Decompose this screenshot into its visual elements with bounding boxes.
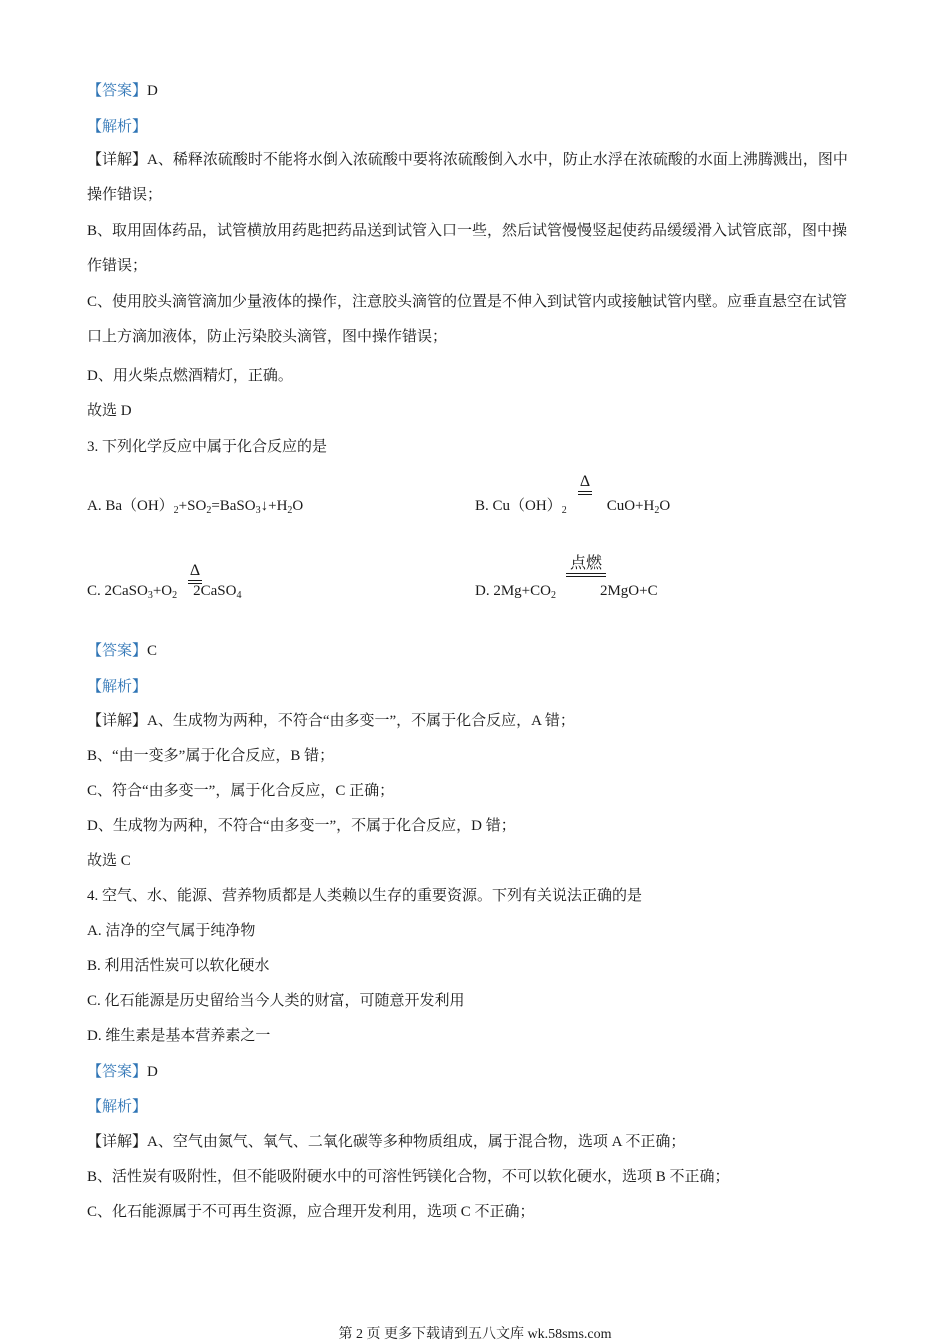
q2-analysis-tag: 【解析】 [87,119,148,135]
q4-detail-a: 【详解】A、空气由氮气、氧气、二氧化碳等多种物质组成，属于混合物，选项 A 不正确； [87,1134,686,1150]
q3-option-c: C. $2CaSO_3+O_2$ 2CaSO$_4$ [87,583,242,601]
q2-detail-d: D、用火柴点燃酒精灯，正确。 [87,368,293,384]
q4-option-b: B. 利用活性炭可以软化硬水 [87,958,270,974]
q2-detail-b: B、取用固体药品，试管横放用药匙把药品送到试管入口一些，然后试管慢慢竖起使药品缓缓滑入试管底部，图中操作错误； [87,223,848,274]
q3-c-condition: Δ [188,562,202,584]
q4-option-d: D. 维生素是基本营养素之一 [87,1028,271,1044]
q3-analysis-tag: 【解析】 [87,679,148,695]
page-footer: 第 2 页 更多下载请到五八文库 wk.58sms.com [338,1327,612,1342]
q2-conclusion: 故选 D [87,403,132,419]
q4-option-a: A. 洁净的空气属于纯净物 [87,923,256,939]
q3-option-a: A. $Ba(OH)_2+SO_2=BaSO_3↓+H_2O$ [87,498,304,516]
q2-answer: 【答案】D [87,83,158,99]
q3-option-b: B. $Cu(OH)_2$ $CuO+H_2O$ [475,498,671,516]
q4-detail-c: C、化石能源属于不可再生资源，应合理开发利用，选项 C 不正确； [87,1204,535,1220]
q3-option-d: D. $2Mg+CO_2$ 2MgO+C [475,583,658,601]
q4-option-c: C. 化石能源是历史留给当今人类的财富，可随意开发利用 [87,993,465,1009]
q3-b-condition: Δ [578,473,592,495]
q3-detail-a: 【详解】A、生成物为两种，不符合“由多变一”，不属于化合反应，A 错； [87,713,575,729]
q3-d-condition: 点燃 [566,555,606,577]
q2-detail-c: C、使用胶头滴管滴加少量液体的操作，注意胶头滴管的位置是不伸入到试管内或接触试管内壁。应垂直悬空在试管口上方滴加液体，防止污染胶头滴管，图中操作错误； [87,294,848,345]
q2-detail-a: 【详解】A、稀释浓硫酸时不能将水倒入浓硫酸中要将浓硫酸倒入水中，防止水浮在浓硫酸的水面上沸腾溅出，图中操作错误； [87,152,848,203]
q4-analysis-tag: 【解析】 [87,1099,148,1115]
q3-detail-b: B、“由一变多”属于化合反应，B 错； [87,748,335,764]
q3-stem: 3. 下列化学反应中属于化合反应的是 [87,439,328,455]
q3-answer: 【答案】C [87,643,158,659]
q4-stem: 4. 空气、水、能源、营养物质都是人类赖以生存的重要资源。下列有关说法正确的是 [87,888,643,904]
q4-answer: 【答案】D [87,1064,158,1080]
q3-conclusion: 故选 C [87,853,131,869]
q3-detail-c: C、符合“由多变一”，属于化合反应，C 正确； [87,783,395,799]
q4-detail-b: B、活性炭有吸附性，但不能吸附硬水中的可溶性钙镁化合物，不可以软化硬水，选项 B 不正确； [87,1169,730,1185]
q3-detail-d: D、生成物为两种，不符合“由多变一”，不属于化合反应，D 错； [87,818,516,834]
